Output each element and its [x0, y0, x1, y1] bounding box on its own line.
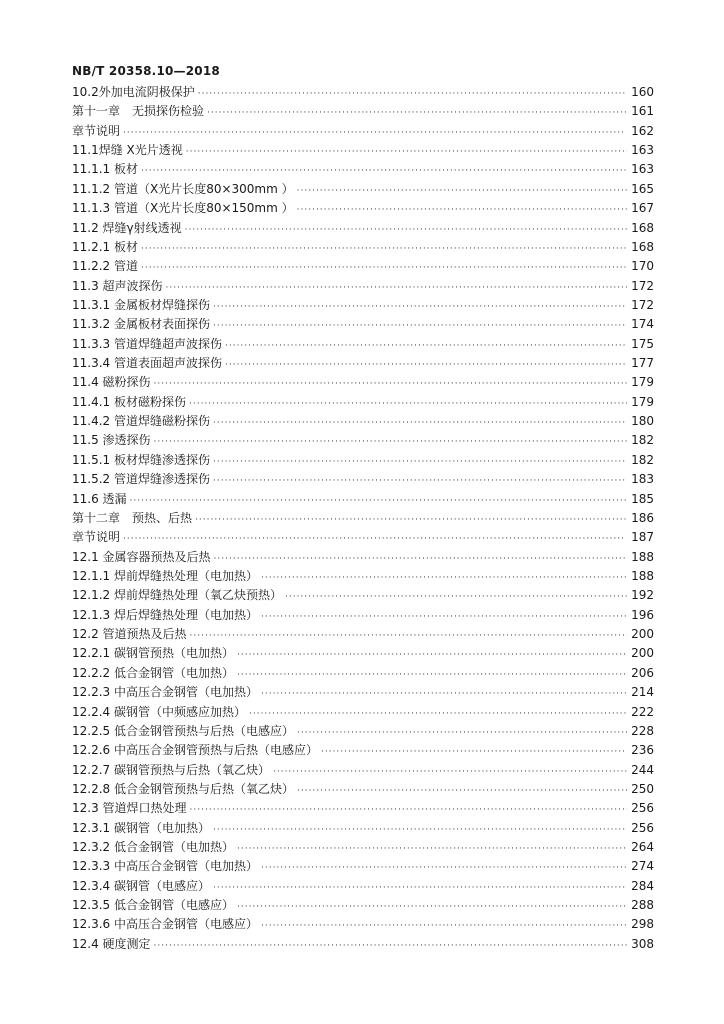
toc-entry-title: 11.5 渗透探伤: [72, 433, 151, 448]
toc-leader-dots: [297, 782, 627, 801]
toc-entry: [72, 141, 654, 160]
toc-entry-title: 12.2.4 碳钢管（中频感应加热）: [72, 704, 246, 719]
toc-entry: [72, 277, 654, 296]
toc-leader-dots: [141, 240, 627, 259]
toc-entry-title: 12.3.4 碳钢管（电感应）: [72, 878, 210, 893]
toc-entry-title: 10.2外加电流阴极保护: [72, 85, 195, 99]
toc-entry-title: 12.1 金属容器预热及后热: [72, 549, 211, 564]
toc-leader-dots: [214, 550, 627, 569]
toc-entry-page-number: 200: [631, 627, 654, 642]
toc-leader-dots: [321, 743, 627, 762]
toc-leader-dots: [154, 433, 627, 452]
toc-entry-title: 11.2.2 管道: [72, 259, 138, 274]
toc-entry: [72, 896, 654, 915]
toc-entry-page-number: 228: [631, 723, 654, 738]
toc-leader-dots: [166, 279, 627, 298]
toc-entry-page-number: 160: [631, 85, 654, 99]
toc-entry-page-number: 167: [631, 201, 654, 216]
toc-entry-page-number: 308: [631, 936, 654, 951]
toc-entry-title: 12.4 硬度测定: [72, 936, 151, 951]
toc-entry: [72, 451, 654, 470]
toc-entry-title: 12.3.5 低合金钢管（电感应）: [72, 898, 234, 913]
toc-entry-page-number: 170: [631, 259, 654, 274]
toc-entry: [72, 644, 654, 663]
toc-entry-title: 12.1.1 焊前焊缝热处理（电加热）: [72, 568, 258, 583]
toc-leader-dots: [195, 511, 627, 530]
toc-entry-page-number: 168: [631, 239, 654, 254]
toc-leader-dots: [237, 646, 627, 665]
toc-entry-title: 12.3 管道焊口热处理: [72, 801, 187, 816]
toc-entry-title: 11.5.1 板材焊缝渗透探伤: [72, 452, 210, 467]
toc-entry-title: 12.3.2 低合金钢管（电加热）: [72, 840, 234, 855]
toc-leader-dots: [207, 104, 627, 123]
toc-leader-dots: [225, 356, 627, 375]
toc-entry-title: 11.1焊缝 X光片透视: [72, 143, 183, 158]
toc-entry-title: 11.3.2 金属板材表面探伤: [72, 317, 210, 332]
toc-entry-page-number: 183: [631, 472, 654, 487]
toc-leader-dots: [186, 143, 627, 162]
toc-entry-page-number: 187: [631, 530, 654, 545]
toc-entry: [72, 838, 654, 857]
toc-entry-page-number: 192: [631, 588, 654, 603]
toc-entry: [72, 606, 654, 625]
toc-entry: [72, 335, 654, 354]
toc-entry-page-number: 206: [631, 665, 654, 680]
toc-leader-dots: [141, 259, 627, 278]
toc-entry: [72, 528, 654, 547]
toc-entry-page-number: 244: [631, 762, 654, 777]
toc-entry: [72, 296, 654, 315]
toc-leader-dots: [154, 937, 627, 956]
toc-entry-title: 12.3.1 碳钢管（电加热）: [72, 820, 210, 835]
toc-leader-dots: [237, 840, 627, 859]
toc-entry: [72, 431, 654, 450]
toc-entry-title: 11.3.3 管道焊缝超声波探伤: [72, 336, 222, 351]
toc-entry: [72, 703, 654, 722]
toc-entry: [72, 490, 654, 509]
toc-entry-page-number: 188: [631, 568, 654, 583]
toc-leader-dots: [249, 705, 627, 724]
toc-entry-title: 11.1.3 管道（X光片长度80×150mm ）: [72, 201, 294, 216]
toc-entry-title: 12.2.3 中高压合金钢管（电加热）: [72, 685, 258, 700]
toc-leader-dots: [190, 801, 627, 820]
toc-entry: [72, 567, 654, 586]
toc-entry: [72, 548, 654, 567]
toc-leader-dots: [213, 298, 627, 317]
toc-entry: [72, 257, 654, 276]
toc-leader-dots: [198, 85, 627, 104]
toc-entry-title: 11.2.1 板材: [72, 239, 138, 254]
toc-entry-page-number: 175: [631, 336, 654, 351]
toc-entry-title: 12.2 管道预热及后热: [72, 627, 187, 642]
toc-leader-dots: [297, 724, 627, 743]
toc-leader-dots: [273, 763, 627, 782]
toc-entry: [72, 315, 654, 334]
document-code: NB/T 20358.10—2018: [72, 64, 220, 78]
toc-entry: [72, 470, 654, 489]
toc-entry-title: 11.4.2 管道焊缝磁粉探伤: [72, 414, 210, 429]
toc-leader-dots: [213, 472, 627, 491]
toc-entry-title: 12.2.5 低合金钢管预热与后热（电感应）: [72, 723, 294, 738]
toc-leader-dots: [213, 453, 627, 472]
toc-entry-page-number: 214: [631, 685, 654, 700]
toc-entry: [72, 373, 654, 392]
table-of-contents: [72, 83, 654, 954]
toc-entry: [72, 761, 654, 780]
toc-leader-dots: [237, 666, 627, 685]
toc-entry-page-number: 168: [631, 220, 654, 235]
toc-entry: [72, 83, 654, 102]
toc-entry-title: 11.5.2 管道焊缝渗透探伤: [72, 472, 210, 487]
toc-leader-dots: [261, 569, 627, 588]
toc-entry-title: 章节说明: [72, 530, 121, 545]
toc-entry-page-number: 161: [631, 104, 654, 119]
toc-entry-page-number: 222: [631, 704, 654, 719]
toc-entry: [72, 509, 654, 528]
toc-leader-dots: [130, 492, 627, 511]
toc-entry-page-number: 165: [631, 181, 654, 196]
toc-entry-title: 第十一章 无损探伤检验: [72, 104, 205, 119]
toc-entry: [72, 683, 654, 702]
toc-leader-dots: [213, 821, 627, 840]
toc-leader-dots: [213, 317, 627, 336]
toc-entry-title: 12.2.6 中高压合金钢管预热与后热（电感应）: [72, 743, 318, 758]
toc-entry-page-number: 188: [631, 549, 654, 564]
toc-entry-page-number: 288: [631, 898, 654, 913]
toc-entry: [72, 722, 654, 741]
toc-entry-title: 12.2.1 碳钢管预热（电加热）: [72, 646, 234, 661]
toc-leader-dots: [190, 627, 627, 646]
toc-entry-title: 11.3.4 管道表面超声波探伤: [72, 356, 222, 371]
toc-entry-page-number: 172: [631, 278, 654, 293]
toc-entry: [72, 625, 654, 644]
toc-entry-page-number: 185: [631, 491, 654, 506]
toc-entry: [72, 180, 654, 199]
toc-entry-page-number: 177: [631, 356, 654, 371]
toc-entry-page-number: 196: [631, 607, 654, 622]
toc-entry-page-number: 182: [631, 452, 654, 467]
toc-entry: [72, 780, 654, 799]
toc-leader-dots: [225, 337, 627, 356]
toc-entry: [72, 238, 654, 257]
toc-entry: [72, 412, 654, 431]
toc-entry-title: 11.3.1 金属板材焊缝探伤: [72, 297, 210, 312]
toc-entry: [72, 877, 654, 896]
toc-entry-page-number: 179: [631, 394, 654, 409]
toc-entry: [72, 741, 654, 760]
toc-entry: [72, 915, 654, 934]
toc-entry-page-number: 162: [631, 123, 654, 138]
toc-entry: [72, 393, 654, 412]
toc-entry-title: 11.4.1 板材磁粉探伤: [72, 394, 186, 409]
toc-entry-page-number: 163: [631, 143, 654, 158]
toc-entry-page-number: 179: [631, 375, 654, 390]
toc-entry: [72, 199, 654, 218]
toc-entry-page-number: 264: [631, 840, 654, 855]
toc-entry-page-number: 172: [631, 297, 654, 312]
toc-entry: [72, 102, 654, 121]
toc-leader-dots: [123, 124, 627, 143]
toc-entry: [72, 219, 654, 238]
toc-entry: [72, 819, 654, 838]
toc-entry-page-number: 298: [631, 917, 654, 932]
toc-entry-title: 11.2 焊缝γ射线透视: [72, 220, 182, 235]
toc-entry-page-number: 236: [631, 743, 654, 758]
toc-leader-dots: [213, 414, 627, 433]
toc-leader-dots: [261, 685, 627, 704]
toc-leader-dots: [285, 588, 627, 607]
toc-entry-title: 11.4 磁粉探伤: [72, 375, 151, 390]
toc-entry: [72, 160, 654, 179]
toc-leader-dots: [261, 917, 627, 936]
toc-entry-page-number: 174: [631, 317, 654, 332]
toc-entry-title: 12.3.6 中高压合金钢管（电感应）: [72, 917, 258, 932]
toc-leader-dots: [213, 879, 627, 898]
toc-entry-title: 12.3.3 中高压合金钢管（电加热）: [72, 859, 258, 874]
toc-entry: [72, 664, 654, 683]
toc-entry-title: 12.1.2 焊前焊缝热处理（氧乙炔预热）: [72, 588, 282, 603]
toc-entry-title: 11.1.2 管道（X光片长度80×300mm ）: [72, 181, 294, 196]
toc-entry-title: 12.1.3 焊后焊缝热处理（电加热）: [72, 607, 258, 622]
toc-leader-dots: [189, 395, 627, 414]
toc-entry-page-number: 274: [631, 859, 654, 874]
toc-leader-dots: [237, 898, 627, 917]
toc-leader-dots: [185, 221, 627, 240]
toc-entry-page-number: 182: [631, 433, 654, 448]
toc-entry: [72, 354, 654, 373]
toc-entry-page-number: 180: [631, 414, 654, 429]
toc-entry: [72, 857, 654, 876]
toc-leader-dots: [297, 182, 627, 201]
toc-leader-dots: [261, 608, 627, 627]
toc-entry-page-number: 256: [631, 820, 654, 835]
toc-entry: [72, 799, 654, 818]
toc-entry-page-number: 200: [631, 646, 654, 661]
toc-entry-title: 12.2.7 碳钢管预热与后热（氧乙炔）: [72, 762, 270, 777]
toc-entry-title: 11.1.1 板材: [72, 162, 138, 177]
toc-entry: [72, 586, 654, 605]
toc-entry-title: 11.3 超声波探伤: [72, 278, 163, 293]
toc-leader-dots: [154, 375, 627, 394]
toc-entry-title: 12.2.2 低合金钢管（电加热）: [72, 665, 234, 680]
toc-entry-page-number: 250: [631, 781, 654, 796]
toc-leader-dots: [261, 859, 627, 878]
toc-entry: [72, 122, 654, 141]
toc-entry-title: 12.2.8 低合金钢管预热与后热（氧乙炔）: [72, 781, 294, 796]
toc-leader-dots: [297, 201, 627, 220]
toc-entry-page-number: 163: [631, 162, 654, 177]
toc-entry-title: 11.6 透漏: [72, 491, 127, 506]
toc-entry-page-number: 186: [631, 510, 654, 525]
toc-entry-title: 章节说明: [72, 123, 121, 138]
toc-entry: [72, 935, 654, 954]
toc-entry-page-number: 284: [631, 878, 654, 893]
toc-entry-page-number: 256: [631, 801, 654, 816]
toc-entry-title: 第十二章 预热、后热: [72, 510, 193, 525]
